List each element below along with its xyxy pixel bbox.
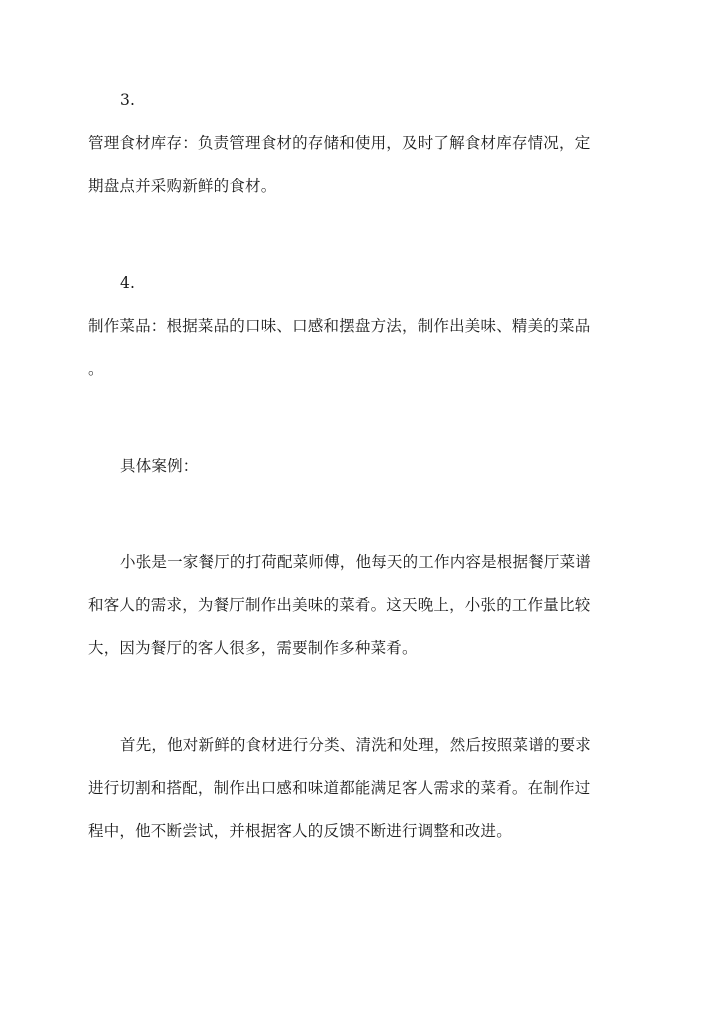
paragraph-2-line-1: 首先，他对新鲜的食材进行分类、清洗和处理，然后按照菜谱的要求 [120, 736, 592, 754]
item-3-text-line-2: 期盘点并采购新鲜的食材。 [88, 177, 277, 195]
item-3-text-line-1: 管理食材库存：负责管理食材的存储和使用，及时了解食材库存情况，定 [88, 134, 591, 152]
item-3-number: 3. [120, 91, 136, 109]
item-4-text-line-1: 制作菜品：根据菜品的口味、口感和摆盘方法，制作出美味、精美的菜品 [88, 317, 591, 335]
paragraph-1-line-2: 和客人的需求，为餐厅制作出美味的菜肴。这天晚上，小张的工作量比较 [88, 596, 591, 614]
case-heading: 具体案例： [120, 457, 199, 475]
paragraph-1-line-1: 小张是一家餐厅的打荷配菜师傅，他每天的工作内容是根据餐厅菜谱 [120, 553, 592, 571]
item-4-text-line-2: 。 [88, 360, 104, 378]
paragraph-2-line-3: 程中，他不断尝试，并根据客人的反馈不断进行调整和改进。 [88, 822, 512, 840]
paragraph-1-line-3: 大，因为餐厅的客人很多，需要制作多种菜肴。 [88, 639, 418, 657]
paragraph-2-line-2: 进行切割和搭配，制作出口感和味道都能满足客人需求的菜肴。在制作过 [88, 779, 591, 797]
item-4-number: 4. [120, 274, 136, 292]
